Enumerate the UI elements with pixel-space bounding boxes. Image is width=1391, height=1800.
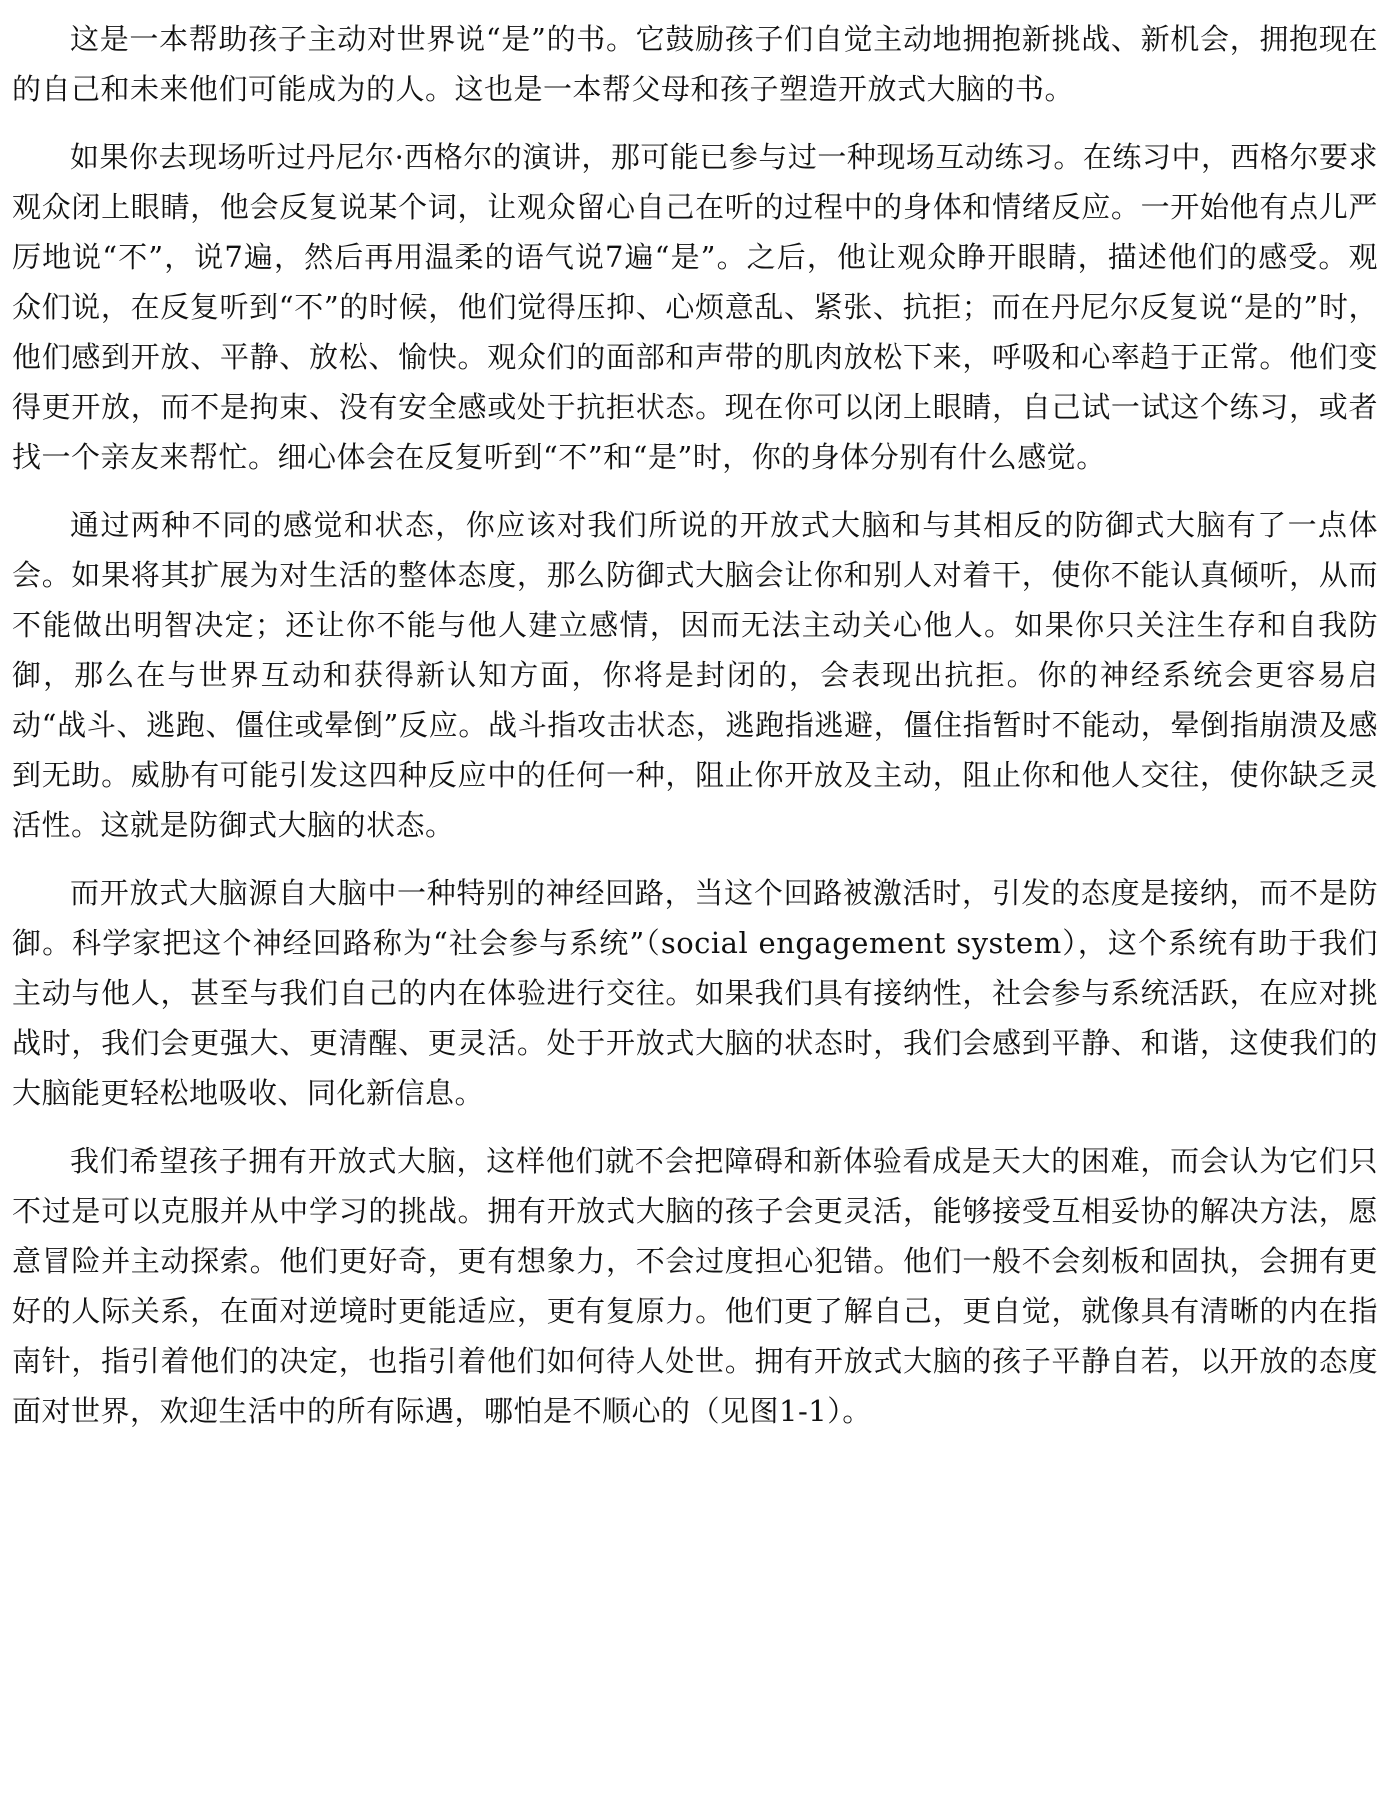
paragraph-2: 如果你去现场听过丹尼尔·西格尔的演讲，那可能已参与过一种现场互动练习。在练习中，西格尔要求观众闭上眼睛，他会反复说某个词，让观众留心自己在听的过程中的身体和情绪反应。一开始他有点儿严厉地说“不”，说7遍，然后再用温柔的语气说7遍“是”。之后，他让观众睁开眼睛，描述他们的感受。观众们说，在反复听到“不”的时候，他们觉得压抑、心烦意乱、紧张、抗拒；而在丹尼尔反复说“是的”时，他们感到开放、平静、放松、愉快。观众们的面部和声带的肌肉放松下来，呼吸和心率趋于正常。他们变得更开放，而不是拘束、没有安全感或处于抗拒状态。现在你可以闭上眼睛，自己试一试这个练习，或者找一个亲友来帮忙。细心体会在反复听到“不”和“是”时，你的身体分别有什么感觉。	[12, 140, 1378, 474]
paragraph-4: 而开放式大脑源自大脑中一种特别的神经回路，当这个回路被激活时，引发的态度是接纳，而不是防御。科学家把这个神经回路称为“社会参与系统”（social engagement system），这个系统有助于我们主动与他人，甚至与我们自己的内在体验进行交往。如果我们具有接纳性，社会参与系统活跃，在应对挑战时，我们会更强大、更清醒、更灵活。处于开放式大脑的状态时，我们会感到平静、和谐，这使我们的大脑能更轻松地吸收、同化新信息。	[12, 876, 1378, 1110]
paragraph-1: 这是一本帮助孩子主动对世界说“是”的书。它鼓励孩子们自觉主动地拥抱新挑战、新机会，拥抱现在的自己和未来他们可能成为的人。这也是一本帮父母和孩子塑造开放式大脑的书。	[12, 22, 1378, 106]
paragraph-5: 我们希望孩子拥有开放式大脑，这样他们就不会把障碍和新体验看成是天大的困难，而会认为它们只不过是可以克服并从中学习的挑战。拥有开放式大脑的孩子会更灵活，能够接受互相妥协的解决方法，愿意冒险并主动探索。他们更好奇，更有想象力，不会过度担心犯错。他们一般不会刻板和固执，会拥有更好的人际关系，在面对逆境时更能适应，更有复原力。他们更了解自己，更自觉，就像具有清晰的内在指南针，指引着他们的决定，也指引着他们如何待人处世。拥有开放式大脑的孩子平静自若，以开放的态度面对世界，欢迎生活中的所有际遇，哪怕是不顺心的（见图1-1）。	[12, 1144, 1378, 1428]
paragraph-3: 通过两种不同的感觉和状态，你应该对我们所说的开放式大脑和与其相反的防御式大脑有了一点体会。如果将其扩展为对生活的整体态度，那么防御式大脑会让你和别人对着干，使你不能认真倾听，从而不能做出明智决定；还让你不能与他人建立感情，因而无法主动关心他人。如果你只关注生存和自我防御，那么在与世界互动和获得新认知方面，你将是封闭的，会表现出抗拒。你的神经系统会更容易启动“战斗、逃跑、僵住或晕倒”反应。战斗指攻击状态，逃跑指逃避，僵住指暂时不能动，晕倒指崩溃及感到无助。威胁有可能引发这四种反应中的任何一种，阻止你开放及主动，阻止你和他人交往，使你缺乏灵活性。这就是防御式大脑的状态。	[12, 508, 1378, 842]
document-page	[12, 14, 1378, 1454]
